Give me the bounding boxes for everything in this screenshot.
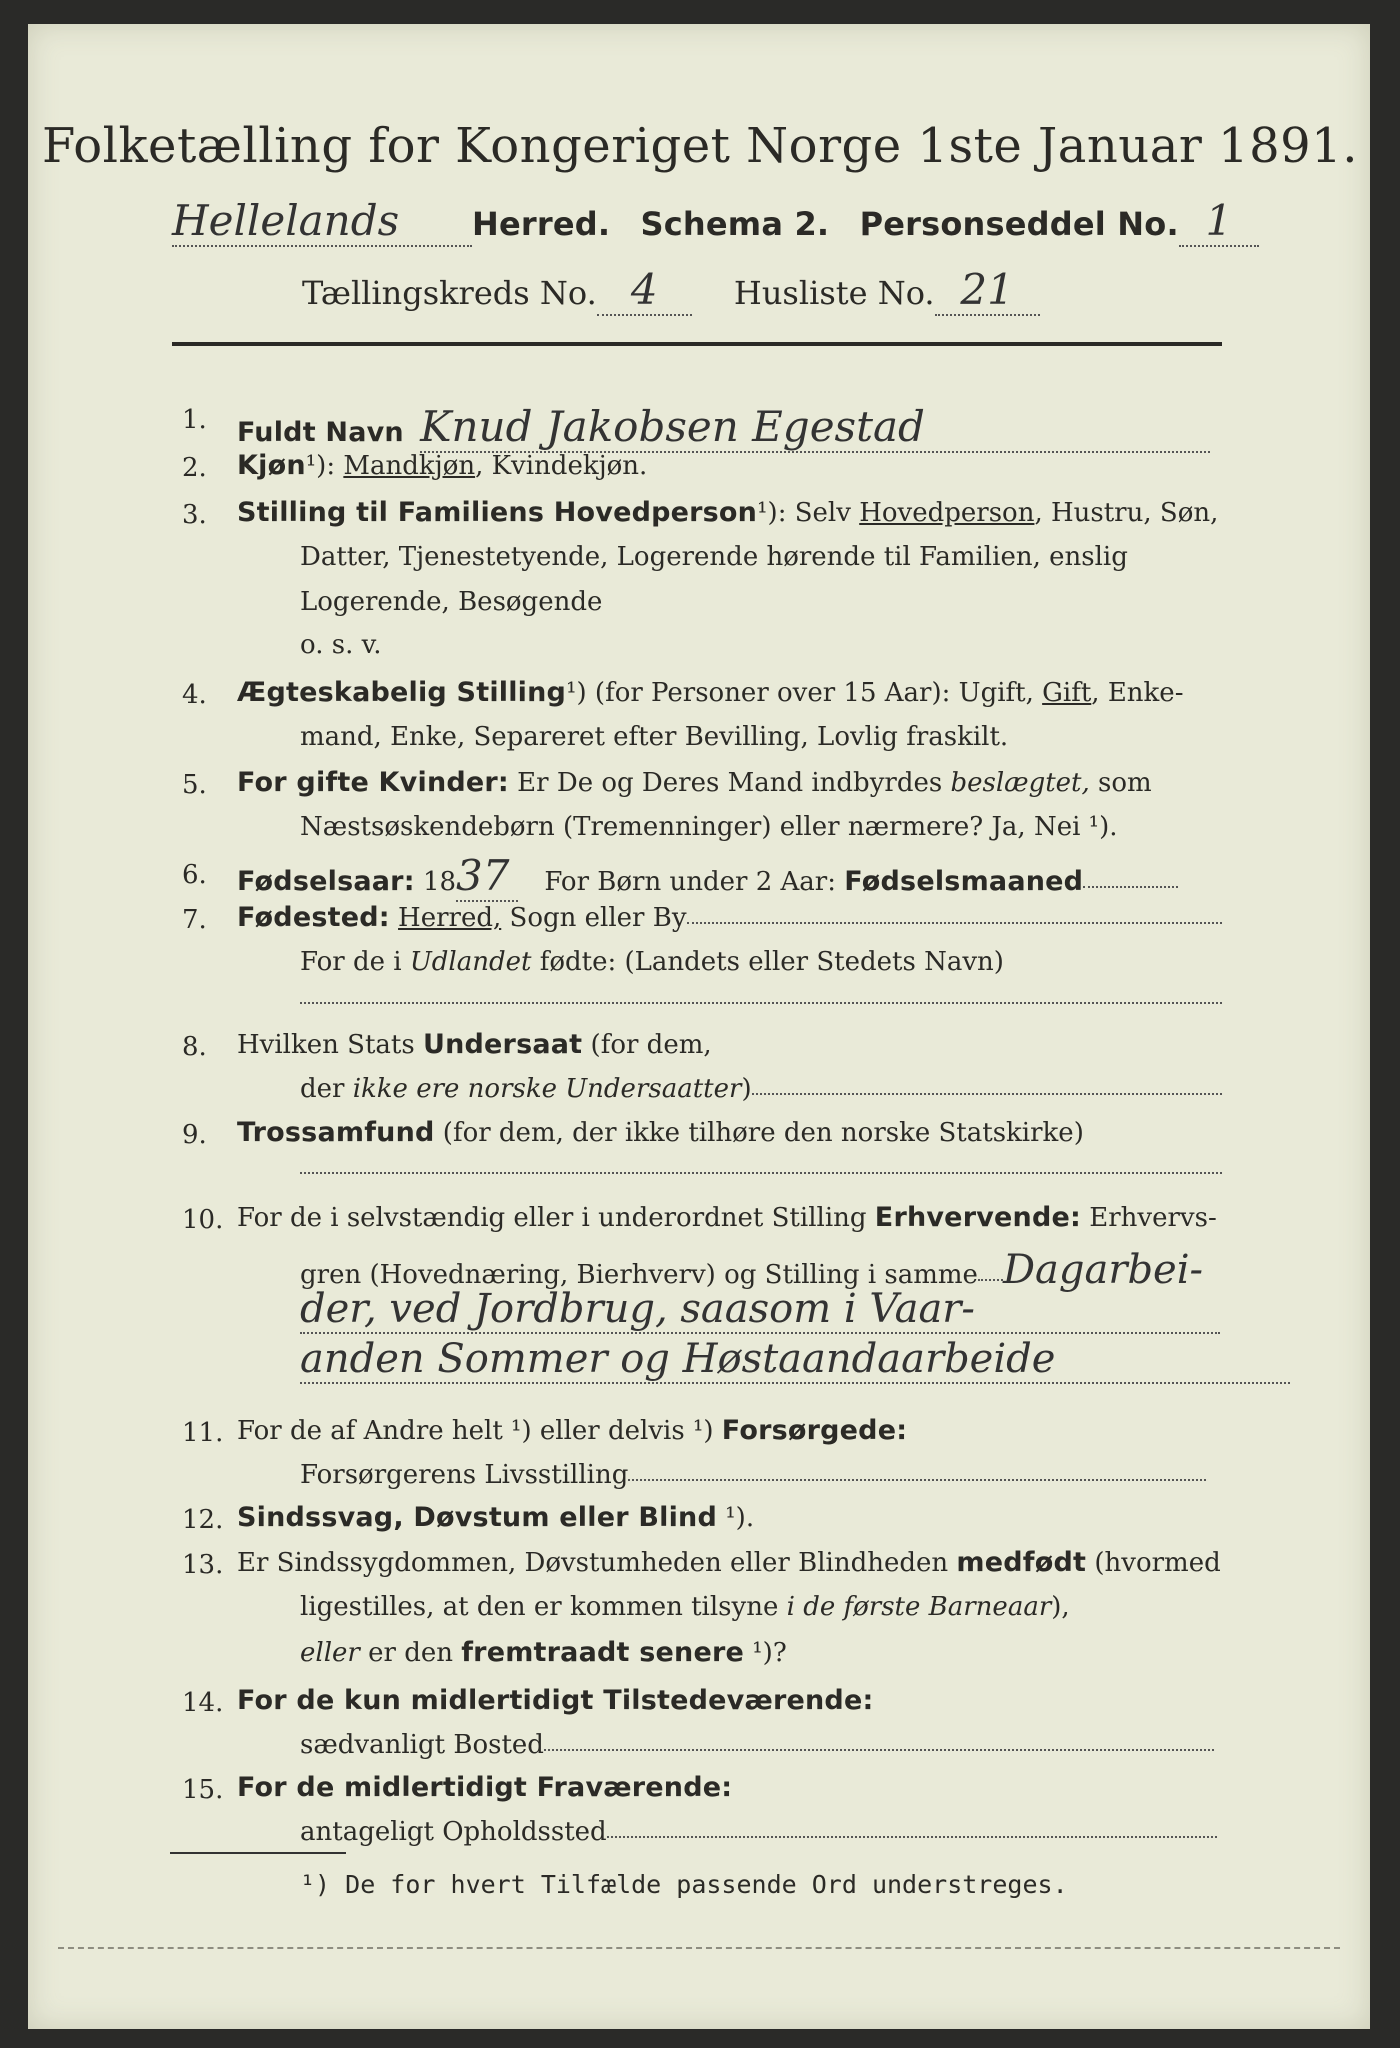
herred-label: Herred.: [472, 205, 611, 243]
q10-label: Erhvervende:: [874, 1202, 1081, 1233]
q2-line: [237, 450, 647, 481]
q10-text: For de i selvstændig eller i underordnet Stilling: [237, 1203, 875, 1233]
q13-label: medfødt: [956, 1547, 1087, 1578]
q3-footnote-mark: ¹): [757, 498, 778, 528]
footnote-rule: [170, 1852, 346, 1854]
q8-line2-a: der: [300, 1074, 353, 1104]
q10-line1: [237, 1202, 1217, 1233]
q1-line: [237, 402, 1210, 453]
q14-dots: [544, 1741, 1214, 1751]
q5-italic: beslægtet,: [950, 768, 1090, 798]
q10-occupation-hw1: Dagarbei-: [1002, 1247, 1204, 1293]
q4-gift-underlined: Gift: [1042, 678, 1092, 708]
q12-text: ¹).: [716, 1503, 755, 1533]
q13-line3-italic: eller: [300, 1638, 360, 1668]
q6-dots: [1083, 878, 1178, 888]
q15-dots: [607, 1828, 1217, 1838]
q4-line1: [237, 677, 1183, 708]
q1-label: Fuldt Navn: [237, 417, 404, 448]
q13-line2: [300, 1592, 1070, 1622]
q8-line1: [237, 1029, 712, 1060]
q11-line1: [237, 1415, 907, 1446]
q10-number: 10.: [182, 1205, 224, 1235]
q3-hovedperson-underlined: Hovedperson: [859, 498, 1035, 528]
q9-label: Trossamfund: [237, 1117, 435, 1148]
header-herred-line: [172, 196, 1259, 247]
q3-line1: [237, 497, 1218, 528]
q4-text: (for Personer over 15 Aar): Ugift,: [586, 678, 1043, 708]
q8-line2: [300, 1074, 1222, 1104]
q2-number: 2.: [182, 453, 207, 483]
q11-text: For de af Andre helt ¹) eller delvis ¹): [237, 1416, 722, 1446]
q4-line2: mand, Enke, Separeret efter Bevilling, Lovlig fraskilt.: [300, 722, 1009, 752]
q9-blank-dotline: [300, 1170, 1222, 1174]
q3-number: 3.: [182, 500, 207, 530]
q2-text: :: [326, 451, 344, 481]
q7-label: Fødested:: [237, 902, 390, 933]
q13-line2-a: ligestilles, at den er kommen tilsyne: [300, 1592, 787, 1622]
q11-number: 11.: [182, 1418, 224, 1448]
q3-line4: o. s. v.: [300, 630, 382, 660]
q9-text: (for dem, der ikke tilhøre den norske Statskirke): [434, 1118, 1084, 1148]
personseddel-number: 1: [1179, 196, 1259, 247]
q9-line: [237, 1117, 1084, 1148]
q10-occupation-hw3: anden Sommer og Høstaandaarbeide: [300, 1336, 1290, 1384]
q3-line3: Logerende, Besøgende: [300, 587, 603, 617]
q13-number: 13.: [182, 1550, 224, 1580]
q1-name-handwritten: Knud Jakobsen Egestad: [420, 402, 1210, 453]
q6-line: [237, 851, 1178, 902]
q11-line2: [300, 1460, 1206, 1490]
q10-dots: [978, 1271, 1003, 1281]
q15-label: For de midlertidigt Fraværende:: [237, 1772, 733, 1803]
q8-line2-italic: ikke ere norske Undersaatter: [352, 1074, 742, 1104]
q2-footnote-mark: ¹): [305, 451, 327, 481]
q13-line2-b: ),: [1051, 1592, 1070, 1622]
footnote: ¹) De for hvert Tilfælde passende Ord understreges.: [300, 1870, 1068, 1899]
q9-number: 9.: [182, 1120, 207, 1150]
q8-dots: [752, 1085, 1222, 1095]
q7-line2-a: For de i: [300, 947, 410, 977]
husliste-label: Husliste No.: [733, 274, 935, 312]
q14-line2-text: sædvanligt Bosted: [300, 1730, 544, 1760]
q10-occupation-hw2: der, ved Jordbrug, saasom i Vaar-: [300, 1286, 1220, 1334]
husliste-number: 21: [935, 265, 1040, 316]
q10-line2-text: gren (Hovednæring, Bierhverv) og Stilling i samme: [300, 1260, 978, 1290]
q13-line3-a: er den: [359, 1638, 462, 1668]
q14-label: For de kun midlertidigt Tilstedeværende:: [237, 1685, 874, 1716]
q3-label: Stilling til Familiens Hovedperson: [237, 497, 758, 528]
q7-number: 7.: [182, 905, 207, 935]
q5-text-b: som: [1089, 768, 1152, 798]
q6-label: Fødselsaar:: [237, 866, 415, 897]
herred-handwritten: Hellelands: [172, 196, 472, 247]
q2-label: Kjøn: [237, 450, 306, 481]
q5-text: Er De og Deres Mand indbyrdes: [508, 768, 951, 798]
q6-number: 6.: [182, 860, 207, 890]
q4-number: 4.: [182, 680, 207, 710]
q13-line3-bold: fremtraadt senere: [461, 1637, 744, 1668]
q4-footnote-mark: ¹): [566, 678, 587, 708]
q1-number: 1.: [182, 405, 207, 435]
q13-text-b: (hvormed: [1086, 1548, 1221, 1578]
q6-year-handwritten: 37: [456, 851, 518, 902]
census-form-page: [28, 24, 1370, 2029]
q7-line2-b: fødte: (Landets eller Stedets Navn): [531, 947, 1004, 977]
q7-line2-italic: Udlandet: [409, 947, 532, 977]
q7-line2: [300, 947, 1004, 977]
q15-line2: [300, 1817, 1217, 1847]
q12-number: 12.: [182, 1505, 224, 1535]
q5-number: 5.: [182, 770, 207, 800]
q13-text: Er Sindssygdommen, Døvstumheden eller Blindheden: [237, 1548, 957, 1578]
q13-line3: [300, 1637, 787, 1668]
q11-line2-text: Forsørgerens Livsstilling: [300, 1460, 629, 1490]
q8-line2-b: ): [741, 1074, 752, 1104]
q13-line3-c: ¹)?: [743, 1638, 787, 1668]
q6-text: For Børn under 2 Aar:: [544, 867, 836, 897]
taellingskreds-number: 4: [597, 265, 692, 316]
q13-line1: [237, 1547, 1221, 1578]
q10-text-b: Erhvervs-: [1080, 1203, 1217, 1233]
q3-text-b: , Hustru, Søn,: [1034, 498, 1219, 528]
header-rule: [172, 342, 1222, 346]
q6-year-prefix: 18: [422, 867, 457, 897]
q7-dots: [687, 914, 1222, 924]
q5-line2: Næstsøskendebørn (Tremenninger) eller nærmere? Ja, Nei ¹).: [300, 812, 1118, 842]
header-kreds-line: [302, 265, 1040, 316]
q12-line: [237, 1502, 754, 1533]
q8-label: Undersaat: [422, 1029, 583, 1060]
q3-text: : Selv: [777, 498, 860, 528]
q8-text: Hvilken Stats: [237, 1030, 423, 1060]
q7-herred-underlined: Herred,: [398, 903, 502, 933]
personseddel-label: Personseddel No.: [859, 205, 1179, 243]
page-edge: [58, 1945, 1340, 1949]
q15-number: 15.: [182, 1775, 224, 1805]
q14-line2: [300, 1730, 1214, 1760]
q11-dots: [628, 1471, 1206, 1481]
q7-line1: [237, 902, 1222, 933]
q13-line2-italic: i de første Barneaar: [786, 1592, 1052, 1622]
q11-label: Forsørgede:: [721, 1415, 908, 1446]
q3-line2: Datter, Tjenestetyende, Logerende hørende til Familien, enslig: [300, 542, 1128, 572]
q6-label2: Fødselsmaaned: [844, 866, 1084, 897]
q7-text: Sogn eller By: [501, 903, 687, 933]
form-title: Folketælling for Kongeriget Norge 1ste Januar 1891.: [42, 118, 1358, 174]
q12-label: Sindssvag, Døvstum eller Blind: [237, 1502, 717, 1533]
q7-blank-dotline: [300, 1000, 1222, 1004]
q4-text-b: , Enke-: [1091, 678, 1184, 708]
q8-text-b: (for dem,: [582, 1030, 712, 1060]
q5-label: For gifte Kvinder:: [237, 767, 509, 798]
q8-number: 8.: [182, 1032, 207, 1062]
q15-line2-text: antageligt Opholdssted: [300, 1817, 607, 1847]
q2-text-b: , Kvindekjøn.: [475, 451, 648, 481]
q14-line1: [237, 1685, 873, 1716]
q4-label: Ægteskabelig Stilling: [237, 677, 567, 708]
taellingskreds-label: Tællingskreds No.: [302, 274, 597, 312]
q15-line1: [237, 1772, 732, 1803]
q2-mandkjon-underlined: Mandkjøn: [343, 451, 476, 481]
q14-number: 14.: [182, 1688, 224, 1718]
schema-label: Schema 2.: [640, 205, 830, 243]
q5-line1: [237, 767, 1152, 798]
